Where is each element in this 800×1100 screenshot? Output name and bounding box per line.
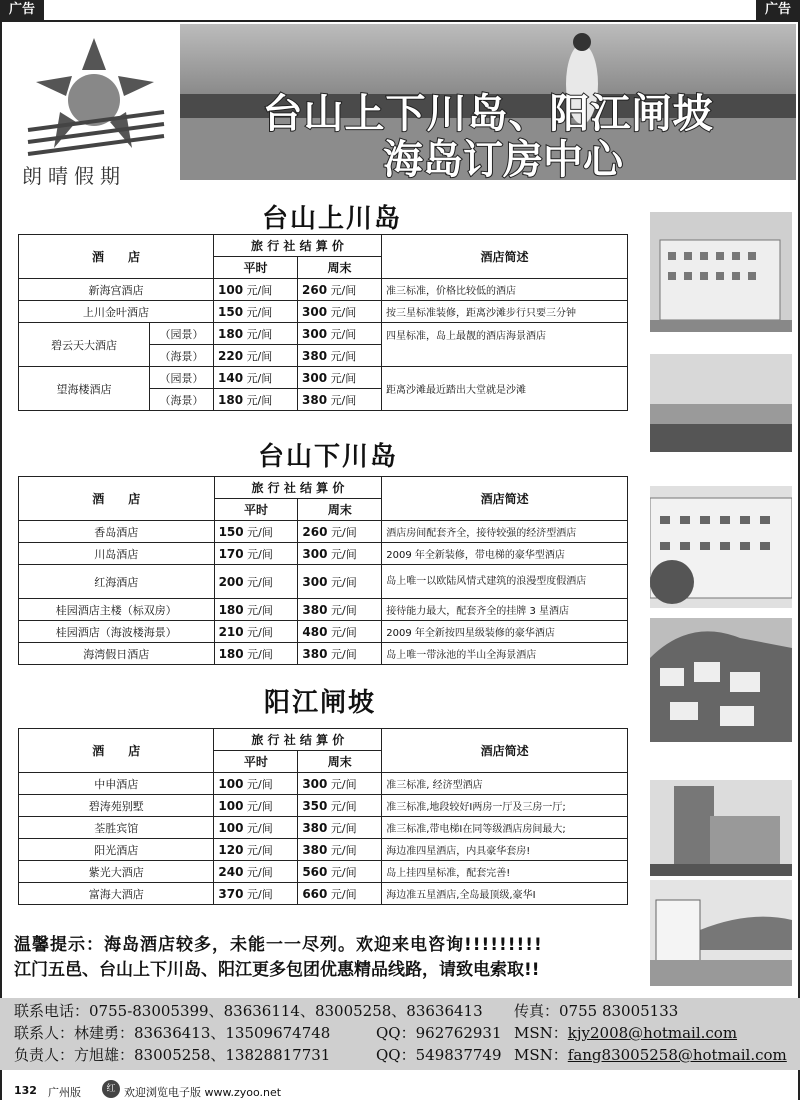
price-weekend: 300	[302, 370, 328, 385]
price-weekday: 100	[218, 820, 244, 835]
price-weekend: 300	[302, 574, 328, 589]
person-label: 联系人：	[14, 1024, 75, 1042]
price-weekend: 380	[302, 646, 328, 661]
phone-label: 联系电话：	[14, 1002, 90, 1020]
col-desc: 酒店简述	[382, 235, 628, 279]
msn-group	[514, 1022, 737, 1043]
hotel-name: 荃胜宾馆	[19, 817, 214, 839]
price-weekend: 380	[302, 602, 328, 617]
table-row	[19, 599, 628, 621]
price-unit: 元/间	[246, 777, 273, 791]
col-hotel: 酒 店	[19, 477, 215, 521]
price-weekend: 350	[302, 798, 328, 813]
qq-number: 962762931	[415, 1024, 502, 1042]
price-unit: 元/间	[330, 327, 357, 341]
seaside-photo	[650, 880, 792, 986]
price-weekend: 260	[302, 524, 328, 539]
price-weekday: 140	[218, 370, 244, 385]
hotel-name: 香岛酒店	[19, 521, 215, 543]
website-text: 欢迎浏览电子版 www.zyoo.net	[124, 1086, 282, 1099]
table-row	[19, 817, 628, 839]
price-unit: 元/间	[247, 647, 273, 661]
footer	[0, 1074, 800, 1100]
price-weekend: 380	[302, 820, 328, 835]
hotel-desc: 准三标准,带电梯I在同等级酒店房间最大;	[382, 817, 628, 839]
hotel-name: 望海楼酒店	[19, 367, 150, 411]
hotel-table-xiachuan	[18, 476, 628, 665]
price-unit: 元/间	[330, 283, 357, 297]
table-row	[19, 773, 628, 795]
price-unit: 元/间	[247, 525, 273, 539]
price-weekend: 380	[302, 392, 328, 407]
price-unit: 元/间	[330, 349, 357, 363]
qq-group	[376, 1044, 502, 1065]
price-unit: 元/间	[330, 887, 357, 901]
qq-label: QQ：	[376, 1046, 416, 1064]
price-unit: 元/间	[330, 821, 357, 835]
price-unit: 元/间	[247, 603, 273, 617]
msn-group	[514, 1044, 787, 1065]
msn-email-link[interactable]: fang83005258@hotmail.com	[567, 1046, 787, 1064]
price-weekend: 660	[302, 886, 328, 901]
price-unit: 元/间	[330, 799, 357, 813]
col-weekday: 平时	[214, 257, 298, 279]
price-unit: 元/间	[330, 777, 357, 791]
manager-info: 方旭雄：83005258、13828817731	[74, 1046, 331, 1064]
price-weekday: 170	[218, 546, 244, 561]
col-weekend: 周末	[298, 257, 382, 279]
hotel-table-zhapo	[18, 728, 628, 905]
edition-label: 广州版	[48, 1086, 81, 1099]
room-type: （海景）	[150, 345, 214, 367]
hotel-desc: 准三标准，价格比较低的酒店	[382, 279, 628, 301]
price-unit: 元/间	[246, 371, 273, 385]
price-unit: 元/间	[246, 843, 273, 857]
hotel-desc: 岛上唯一以欧陆风情式建筑的浪漫型度假酒店	[382, 565, 628, 599]
price-weekend: 260	[302, 282, 328, 297]
col-weekend: 周末	[298, 499, 382, 521]
price-weekday: 210	[218, 624, 244, 639]
table-row	[19, 367, 628, 389]
hotel-name: 碧涛苑别墅	[19, 795, 214, 817]
price-weekend: 380	[302, 842, 328, 857]
table-row	[19, 279, 628, 301]
table-row	[19, 323, 628, 345]
hotel-desc: 准三标准,地段较好I两房一厅及三房一厅;	[382, 795, 628, 817]
price-weekend: 300	[302, 776, 328, 791]
page-number: 132	[14, 1084, 37, 1097]
price-weekday: 200	[218, 574, 244, 589]
banner-subtitle: 海岛订房中心	[383, 137, 623, 180]
col-desc: 酒店简述	[382, 477, 628, 521]
col-desc: 酒店简述	[382, 729, 628, 773]
hotel-name: 富海大酒店	[19, 883, 214, 905]
price-unit: 元/间	[330, 625, 357, 639]
hotel-name: 川岛酒店	[19, 543, 215, 565]
table-row	[19, 795, 628, 817]
price-weekday: 180	[218, 646, 244, 661]
table-row	[19, 301, 628, 323]
hotel-name: 碧云天大酒店	[19, 323, 150, 367]
banner-title: 台山上下川岛、阳江闸坡	[262, 91, 714, 137]
col-hotel: 酒 店	[19, 235, 214, 279]
hotel-desc: 接待能力最大，配套齐全的挂牌 3 星酒店	[382, 599, 628, 621]
price-unit: 元/间	[330, 865, 357, 879]
resort-photo	[650, 618, 792, 742]
msn-email-link[interactable]: kjy2008@hotmail.com	[567, 1024, 738, 1042]
table-row	[19, 861, 628, 883]
msn-label: MSN：	[514, 1046, 568, 1064]
contact-row-phone	[14, 1000, 679, 1021]
col-hotel: 酒 店	[19, 729, 214, 773]
hotel-name: 中申酒店	[19, 773, 214, 795]
price-unit: 元/间	[246, 283, 273, 297]
price-weekend: 380	[302, 348, 328, 363]
table-row	[19, 521, 628, 543]
price-weekday: 100	[218, 798, 244, 813]
price-unit: 元/间	[330, 371, 357, 385]
hotel-desc: 2009 年全新装修，带电梯的豪华型酒店	[382, 543, 628, 565]
price-unit: 元/间	[247, 547, 273, 561]
qq-number: 549837749	[415, 1046, 502, 1064]
hotel-desc: 2009 年全新按四星级装修的豪华酒店	[382, 621, 628, 643]
price-weekday: 240	[218, 864, 244, 879]
contact-row-person	[14, 1022, 738, 1043]
price-unit: 元/间	[330, 525, 357, 539]
hotel-name: 阳光酒店	[19, 839, 214, 861]
room-type: （海景）	[150, 389, 214, 411]
price-weekend: 480	[302, 624, 328, 639]
hotel-desc: 距离沙滩最近踏出大堂就是沙滩	[382, 367, 628, 411]
hotel-tower-photo	[650, 780, 792, 876]
msn-label: MSN：	[514, 1024, 568, 1042]
price-unit: 元/间	[330, 547, 357, 561]
logo-text: 朗晴假期	[22, 164, 126, 188]
tip-line-1: 温馨提示：海岛酒店较多，未能一一尽列。欢迎来电咨询!!!!!!!!!	[14, 935, 543, 955]
hotel-desc: 四星标准，岛上最靓的酒店海景酒店	[382, 323, 628, 367]
manager-label: 负责人：	[14, 1046, 75, 1064]
hotel-photo	[650, 486, 792, 608]
price-unit: 元/间	[247, 575, 273, 589]
contact-panel	[0, 998, 800, 1070]
price-weekday: 100	[218, 776, 244, 791]
room-type: （园景）	[150, 323, 214, 345]
hotel-name: 红海酒店	[19, 565, 215, 599]
price-weekday: 180	[218, 602, 244, 617]
col-weekday: 平时	[214, 499, 298, 521]
table-row	[19, 621, 628, 643]
hotel-desc: 酒店房间配套齐全，接待较强的经济型酒店	[382, 521, 628, 543]
price-weekday: 180	[218, 392, 244, 407]
col-weekday: 平时	[214, 751, 298, 773]
hotel-name: 新海宫酒店	[19, 279, 214, 301]
hotel-table-shangchuan	[18, 234, 628, 411]
price-weekday: 180	[218, 326, 244, 341]
hotel-name: 紫光大酒店	[19, 861, 214, 883]
col-price: 旅 行 社 结 算 价	[214, 729, 382, 751]
ad-label-left: 广告	[0, 0, 44, 20]
price-unit: 元/间	[247, 625, 273, 639]
section-title-xiachuan: 台山下川岛	[258, 442, 399, 472]
price-weekday: 100	[218, 282, 244, 297]
qq-group	[376, 1022, 502, 1043]
hotel-desc: 海边准五星酒店,全岛最顶级,豪华I	[382, 883, 628, 905]
price-weekend: 300	[302, 326, 328, 341]
price-unit: 元/间	[246, 393, 273, 407]
ad-label-right: 广告	[756, 0, 800, 20]
contact-row-manager	[14, 1044, 787, 1065]
price-unit: 元/间	[330, 647, 357, 661]
fax-number: 0755 83005133	[559, 1002, 679, 1020]
hotel-name: 海湾假日酒店	[19, 643, 215, 665]
price-unit: 元/间	[330, 305, 357, 319]
table-row	[19, 565, 628, 599]
section-title-zhapo: 阳江闸坡	[264, 688, 377, 718]
price-unit: 元/间	[330, 603, 357, 617]
table-row	[19, 543, 628, 565]
phone-numbers: 0755-83005399、83636114、83005258、83636413	[89, 1002, 483, 1020]
table-row	[19, 839, 628, 861]
col-price: 旅 行 社 结 算 价	[214, 235, 382, 257]
price-unit: 元/间	[246, 887, 273, 901]
price-weekend: 300	[302, 546, 328, 561]
price-unit: 元/间	[246, 799, 273, 813]
price-weekday: 150	[218, 524, 244, 539]
price-weekday: 120	[218, 842, 244, 857]
tip-line-2: 江门五邑、台山上下川岛、阳江更多包团优惠精品线路，请致电索取!!	[14, 960, 540, 980]
hotel-name: 上川金叶酒店	[19, 301, 214, 323]
price-unit: 元/间	[330, 843, 357, 857]
price-unit: 元/间	[246, 821, 273, 835]
hotel-desc: 岛上唯一带泳池的半山全海景酒店	[382, 643, 628, 665]
price-weekend: 300	[302, 304, 328, 319]
price-unit: 元/间	[246, 327, 273, 341]
col-weekend: 周末	[298, 751, 382, 773]
price-unit: 元/间	[330, 575, 357, 589]
person-info: 林建勇：83636413、13509674748	[74, 1024, 331, 1042]
hotel-photo	[650, 212, 792, 332]
banner-image	[180, 24, 796, 180]
hotel-name: 桂园酒店（海波楼海景）	[19, 621, 215, 643]
hotel-name: 桂园酒店主楼（标双房）	[19, 599, 215, 621]
price-weekday: 370	[218, 886, 244, 901]
price-weekday: 220	[218, 348, 244, 363]
hotel-desc: 准三标准, 经济型酒店	[382, 773, 628, 795]
sun-star-logo	[14, 30, 174, 180]
price-weekend: 560	[302, 864, 328, 879]
fax-group	[514, 1000, 678, 1021]
section-title-shangchuan: 台山上川岛	[262, 204, 403, 234]
brand-badge-icon: 红	[102, 1080, 120, 1098]
beach-photo	[650, 354, 792, 452]
hotel-desc: 海边准四星酒店，内具豪华套房!	[382, 839, 628, 861]
qq-label: QQ：	[376, 1024, 416, 1042]
price-weekday: 150	[218, 304, 244, 319]
price-unit: 元/间	[246, 305, 273, 319]
hotel-desc: 按三星标准装修，距离沙滩步行只要三分钟	[382, 301, 628, 323]
col-price: 旅 行 社 结 算 价	[214, 477, 382, 499]
hotel-desc: 岛上挂四星标准，配套完善!	[382, 861, 628, 883]
price-unit: 元/间	[246, 865, 273, 879]
fax-label: 传真：	[514, 1002, 560, 1020]
table-row	[19, 643, 628, 665]
room-type: （园景）	[150, 367, 214, 389]
price-unit: 元/间	[246, 349, 273, 363]
table-row	[19, 883, 628, 905]
price-unit: 元/间	[330, 393, 357, 407]
